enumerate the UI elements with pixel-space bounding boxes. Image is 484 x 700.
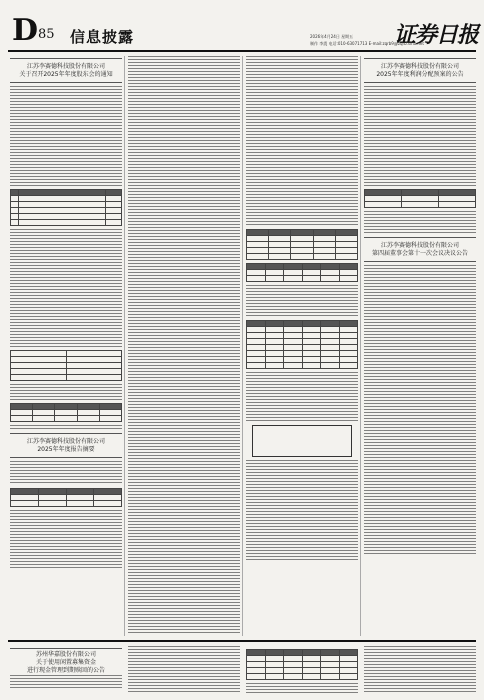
contact-line: 制作 李震 电话:010-63071713 E-mail:zqrb9@zqrb.sina.net [310,41,424,46]
body-text [246,460,358,560]
column-2 [128,56,240,638]
info-table [10,350,122,381]
bottom-table-area [246,646,358,694]
body-text [10,461,122,485]
financial-table [246,263,358,282]
column-1 [10,56,122,638]
body-text [10,384,122,400]
body-text [10,510,122,570]
notice-heading [10,63,122,79]
bottom-text [364,646,476,694]
body-text [364,646,476,694]
divider [364,82,476,83]
masthead [8,10,478,50]
body-text [364,265,476,555]
body-text [128,646,240,694]
stock-code-line [10,433,122,434]
company-name: 江苏李赛德科技股份有限公司 [26,438,105,445]
body-text [364,86,476,186]
company-name: 苏州华嘉股份有限公司 [35,651,96,658]
company-name: 江苏李赛德科技股份有限公司 [26,63,105,70]
stock-code-line [364,237,476,238]
info-table [364,189,476,208]
divider [364,261,476,262]
notice-heading [364,242,476,258]
agenda-table [10,189,122,226]
divider [10,457,122,458]
body-text [128,56,240,634]
bottom-notice [10,646,122,694]
date-line: 2026年4月24日 星期五 [310,34,354,39]
section-letter: D [12,13,39,48]
notice-title-line-1: 关于使用闲置募集资金 [35,659,96,666]
bottom-notices [8,640,476,696]
notice-title: 关于召开2025年年度股东会的通知 [19,71,113,78]
body-text [246,372,358,422]
section-title: 信息披露 [70,28,135,46]
notice-heading [10,438,122,454]
column-divider [242,56,243,636]
financial-table [246,320,358,369]
body-text [10,425,122,431]
product-table [246,649,358,680]
column-divider [360,56,361,636]
company-name: 江苏李赛德科技股份有限公司 [380,242,459,249]
stock-code-line [364,58,476,59]
body-text [10,229,122,347]
company-name: 江苏李赛德科技股份有限公司 [380,63,459,70]
notice-title: 2025年年度利润分配预案的公告 [376,71,464,78]
notice-title-line-2: 进行现金管理到期赎回的公告 [26,667,105,674]
bottom-text [128,646,240,694]
notice-title: 2025年年度报告摘要 [37,446,95,453]
stock-code-line [10,58,122,59]
divider [10,82,122,83]
column-divider [124,56,125,636]
body-text [364,211,476,235]
summary-table [10,488,122,507]
shareholder-table [10,403,122,422]
body-text [10,86,122,186]
notice-title: 第四届董事会第十一次会议决议公告 [371,250,468,257]
masthead-rule [8,50,476,52]
column-3 [246,56,358,638]
financial-table [246,229,358,260]
stock-code-line [10,648,122,649]
section-number: 85 [38,27,55,42]
org-chart [252,425,352,457]
body-text [246,285,358,317]
body-text [10,675,122,689]
column-4 [364,56,476,638]
body-text [246,56,358,226]
body-text [246,683,358,694]
newspaper-logo: 证券日报 [394,22,479,48]
notice-heading [364,63,476,79]
